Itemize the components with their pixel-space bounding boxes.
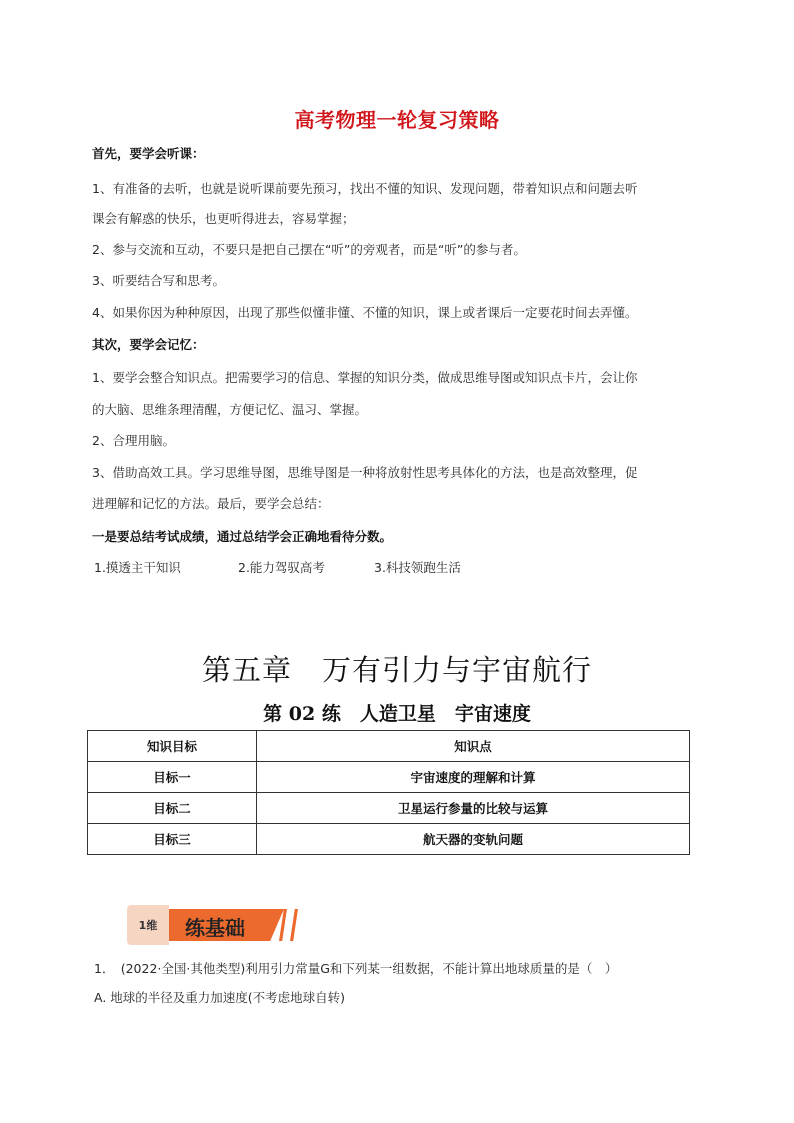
goals-table bbox=[87, 730, 690, 855]
table-header-cell: 知识目标 bbox=[88, 731, 257, 762]
table-row bbox=[88, 793, 690, 824]
question-1-option-a: A. 地球的半径及重力加速度(不考虑地球自转) bbox=[94, 990, 346, 1005]
table-cell: 航天器的变轨问题 bbox=[257, 824, 690, 855]
section1-line-3: 2、参与交流和互动，不要只是把自己摆在“听”的旁观者，而是“听”的参与者。 bbox=[92, 242, 526, 257]
table-header-row bbox=[88, 731, 690, 762]
tip-3: 3.科技领跑生活 bbox=[374, 560, 461, 575]
chapter-title: 第五章 万有引力与宇宙航行 bbox=[201, 653, 592, 687]
table-row bbox=[88, 762, 690, 793]
section1-line-5: 4、如果你因为种种原因，出现了那些似懂非懂、不懂的知识，课上或者课后一定要花时间去弄懂。 bbox=[92, 305, 638, 320]
summary-line: 一是要总结考试成绩，通过总结学会正确地看待分数。 bbox=[92, 529, 393, 544]
section2-line-1: 1、要学会整合知识点。把需要学习的信息、掌握的知识分类，做成思维导图或知识点卡片，会让你 bbox=[92, 370, 638, 385]
table-cell: 宇宙速度的理解和计算 bbox=[257, 762, 690, 793]
section1-line-2: 课会有解惑的快乐，也更听得进去，容易掌握； bbox=[92, 211, 355, 226]
banner-stripe-icon bbox=[290, 909, 298, 941]
table-cell: 目标一 bbox=[88, 762, 257, 793]
table-row bbox=[88, 824, 690, 855]
section1-line-4: 3、听要结合写和思考。 bbox=[92, 273, 225, 288]
table-cell: 目标二 bbox=[88, 793, 257, 824]
banner-label: 练基础 bbox=[185, 916, 245, 940]
section1-line-1: 1、有准备的去听，也就是说听课前要先预习，找出不懂的知识、发现问题，带着知识点和问题去听 bbox=[92, 181, 638, 196]
lesson-title: 第 02 练 人造卫星 宇宙速度 bbox=[263, 703, 531, 725]
table-cell: 目标三 bbox=[88, 824, 257, 855]
table-header-cell: 知识点 bbox=[257, 731, 690, 762]
section2-heading: 其次，要学会记忆： bbox=[92, 337, 205, 352]
tip-2: 2.能力驾驭高考 bbox=[238, 560, 325, 575]
section1-heading: 首先，要学会听课： bbox=[92, 146, 205, 161]
tip-1: 1.摸透主干知识 bbox=[94, 560, 181, 575]
banner-tag: 1维 bbox=[127, 905, 169, 945]
page-title: 高考物理一轮复习策略 bbox=[294, 108, 500, 132]
question-1-stem: 1． (2022·全国·其他类型)利用引力常量G和下列某一组数据，不能计算出地球质量的是（ ） bbox=[94, 961, 618, 976]
section-banner bbox=[127, 905, 307, 945]
section2-line-2: 的大脑、思维条理清醒，方便记忆、温习、掌握。 bbox=[92, 402, 368, 417]
section2-line-5: 进理解和记忆的方法。最后，要学会总结： bbox=[92, 496, 330, 511]
table-cell: 卫星运行参量的比较与运算 bbox=[257, 793, 690, 824]
section2-line-4: 3、借助高效工具。学习思维导图，思维导图是一种将放射性思考具体化的方法，也是高效整理，促 bbox=[92, 465, 638, 480]
section2-line-3: 2、合理用脑。 bbox=[92, 433, 175, 448]
